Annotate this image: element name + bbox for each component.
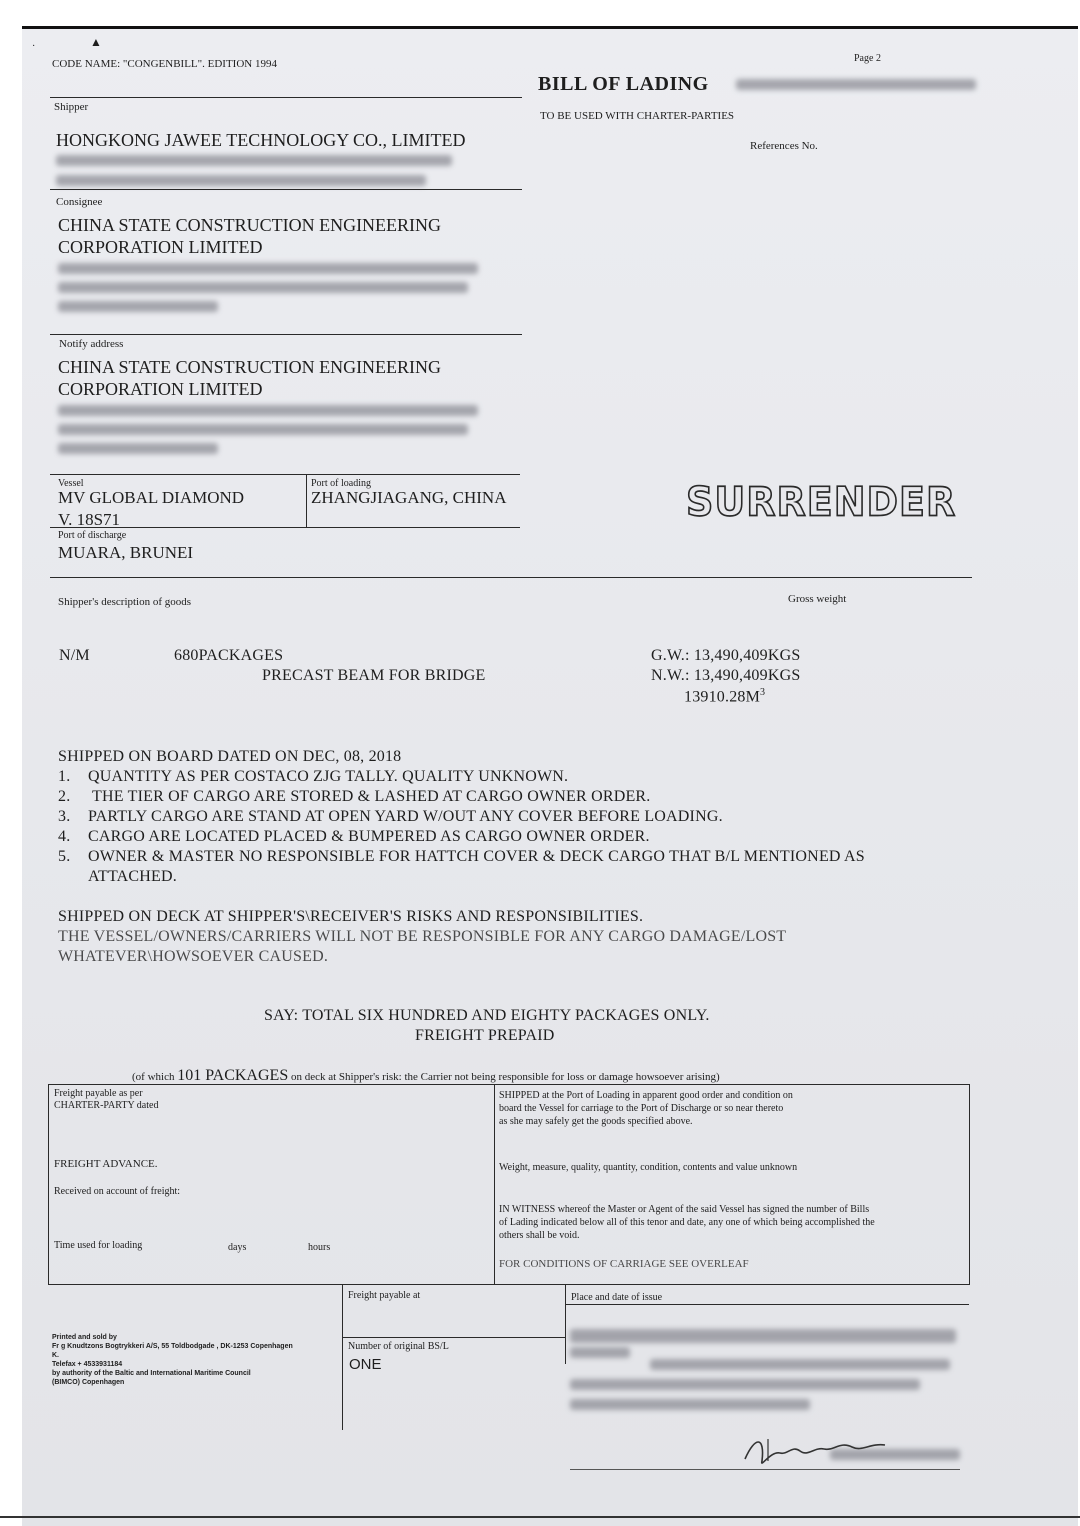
divider (48, 1084, 49, 1284)
redacted-notify-address (58, 405, 478, 416)
consignee-name-line2: CORPORATION LIMITED (58, 237, 263, 257)
redacted-consignee-address (58, 301, 218, 312)
divider (50, 577, 972, 578)
port-of-discharge: MUARA, BRUNEI (58, 543, 194, 562)
port-of-loading-label: Port of loading (311, 478, 371, 489)
hours-label: hours (308, 1242, 331, 1253)
net-weight: N.W.: 13,490,409KGS (651, 667, 801, 684)
redacted-issuer (570, 1347, 630, 1358)
conditions-of-carriage: FOR CONDITIONS OF CARRIAGE SEE OVERLEAF (499, 1258, 749, 1270)
scan-edge (0, 1516, 1080, 1518)
redacted-notify-address (58, 443, 218, 454)
redacted-consignee-address (58, 263, 478, 274)
printer-imprint (52, 1333, 293, 1387)
clause-text: PARTLY CARGO ARE STAND AT OPEN YARD W/OUT ANY COVER BEFORE LOADING. (88, 808, 723, 825)
references-label: References No. (750, 140, 818, 152)
freight-payable-line1: Freight payable as per (54, 1088, 143, 1099)
notify-label: Notify address (59, 338, 124, 350)
disclaimer-line1: THE VESSEL/OWNERS/CARRIERS WILL NOT BE RESPONSIBLE FOR ANY CARGO DAMAGE/LOST (58, 928, 787, 945)
number-original: ONE (349, 1356, 382, 1373)
divider (342, 1284, 343, 1430)
freight-payable-at-label: Freight payable at (348, 1290, 421, 1301)
signature-line (570, 1469, 960, 1470)
redacted-issuer (650, 1359, 950, 1370)
redacted-shipper-address (56, 155, 452, 166)
divider (342, 1337, 565, 1338)
notify-name-line1: CHINA STATE CONSTRUCTION ENGINEERING (58, 357, 442, 377)
on-deck-clause: SHIPPED ON DECK AT SHIPPER'S\RECEIVER'S RISKS AND RESPONSIBILITIES. (58, 908, 644, 925)
time-used-label: Time used for loading (54, 1240, 143, 1251)
clause-text: THE TIER OF CARGO ARE STORED & LASHED AT CARGO OWNER ORDER. (92, 788, 651, 805)
code-name: CODE NAME: "CONGENBILL". EDITION 1994 (52, 58, 277, 70)
volume (684, 687, 765, 706)
divider (306, 474, 307, 527)
redacted-notify-address (58, 424, 468, 435)
scan-mark: ▲ (90, 35, 102, 49)
gross-weight: G.W.: 13,490,409KGS (651, 647, 801, 664)
shipped-on-board: SHIPPED ON BOARD DATED ON DEC, 08, 2018 (58, 748, 402, 765)
days-label: days (228, 1242, 247, 1253)
printer-line4: Telefax + 4533931184 (52, 1361, 123, 1368)
divider (565, 1284, 566, 1364)
say-total: SAY: TOTAL SIX HUNDRED AND EIGHTY PACKAGES ONLY. (264, 1007, 710, 1024)
divider (50, 189, 522, 190)
shipped-terms-line3: as she may safely get the goods specified above. (499, 1116, 693, 1127)
deck-line-suffix: on deck at Shipper's risk: the Carrier not being responsible for loss or damage howsoever arising) (290, 1071, 720, 1083)
witness-line2: of Lading indicated below all of this tenor and date, any one of which being accomplished the (499, 1217, 875, 1228)
consignee-label: Consignee (56, 196, 103, 208)
scan-mark: · (32, 41, 36, 52)
divider (48, 1284, 970, 1285)
divider (50, 527, 520, 528)
printer-line3: K. (52, 1352, 59, 1359)
signature-icon (740, 1431, 890, 1471)
divider (50, 334, 522, 335)
clause-number: 2. (58, 788, 71, 805)
clause-number: 1. (58, 768, 71, 785)
packages: 680PACKAGES (174, 647, 284, 664)
freight-payable-line2: CHARTER-PARTY dated (54, 1100, 159, 1111)
freight-prepaid: FREIGHT PREPAID (415, 1027, 555, 1044)
goods-description: PRECAST BEAM FOR BRIDGE (262, 667, 486, 684)
volume-unit-exponent: 3 (760, 687, 766, 698)
place-date-issue-label: Place and date of issue (571, 1292, 663, 1303)
port-of-discharge-label: Port of discharge (58, 530, 127, 541)
printer-line2: Fr g Knudtzons Bogtrykkeri A/S, 55 Toldbodgade , DK-1253 Copenhagen (52, 1343, 293, 1350)
deck-line-prefix: (of which (132, 1071, 175, 1083)
shipper-name: HONGKONG JAWEE TECHNOLOGY CO., LIMITED (56, 130, 466, 150)
clause-text: QUANTITY AS PER COSTACO ZJG TALLY. QUALITY UNKNOWN. (88, 768, 569, 785)
goods-description-label: Shipper's description of goods (58, 596, 192, 608)
consignee-name-line1: CHINA STATE CONSTRUCTION ENGINEERING (58, 215, 442, 235)
redacted-issuer (570, 1329, 956, 1343)
divider (48, 1084, 970, 1085)
document-title: BILL OF LADING (538, 73, 709, 95)
redacted-issuer (570, 1379, 920, 1390)
weight-measure-unknown: Weight, measure, quality, quantity, condition, contents and value unknown (499, 1162, 798, 1173)
divider (565, 1304, 969, 1305)
volume-value: 13910.28M (684, 688, 761, 706)
deck-line (132, 1067, 720, 1085)
notify-name-line2: CORPORATION LIMITED (58, 379, 263, 399)
witness-line3: others shall be void. (499, 1230, 580, 1241)
shipped-terms-line2: board the Vessel for carriage to the Port of Discharge or so near thereto (499, 1103, 784, 1114)
bill-of-lading-page (22, 26, 1078, 1526)
shipper-label: Shipper (54, 101, 89, 113)
freight-advance: FREIGHT ADVANCE. (54, 1158, 158, 1170)
deck-package-count: 101 PACKAGES (177, 1067, 289, 1084)
vessel-voyage: V. 18S71 (58, 510, 121, 529)
disclaimer-line2: WHATEVER\HOWSOEVER CAUSED. (58, 948, 329, 965)
divider (969, 1084, 970, 1284)
clause-number: 5. (58, 848, 71, 865)
port-of-loading: ZHANGJIAGANG, CHINA (311, 488, 507, 507)
printer-line6: (BIMCO) Copenhagen (52, 1379, 125, 1386)
vessel-label: Vessel (58, 478, 84, 489)
redacted-consignee-address (58, 282, 468, 293)
clause-number: 4. (58, 828, 71, 845)
clause-text: CARGO ARE LOCATED PLACED & BUMPERED AS CARGO OWNER ORDER. (88, 828, 650, 845)
divider (494, 1084, 495, 1284)
divider (50, 97, 522, 98)
received-on-account: Received on account of freight: (54, 1186, 181, 1197)
divider (50, 474, 520, 475)
marks: N/M (59, 647, 90, 664)
clause-text: OWNER & MASTER NO RESPONSIBLE FOR HATTCH COVER & DECK CARGO THAT B/L MENTIONED AS (88, 848, 865, 865)
printer-line1: Printed and sold by (52, 1334, 117, 1341)
number-original-label: Number of original BS/L (348, 1341, 449, 1352)
document-subtitle: TO BE USED WITH CHARTER-PARTIES (540, 110, 735, 122)
surrender-stamp: SURRENDER (686, 478, 957, 526)
redacted-bl-number (736, 79, 976, 90)
vessel-name: MV GLOBAL DIAMOND (58, 488, 245, 507)
redacted-issuer (570, 1399, 810, 1410)
clause-text-continued: ATTACHED. (88, 868, 177, 885)
gross-weight-label: Gross weight (788, 593, 847, 605)
witness-line1: IN WITNESS whereof the Master or Agent of the said Vessel has signed the number of Bills (499, 1204, 870, 1215)
shipped-terms-line1: SHIPPED at the Port of Loading in apparent good order and condition on (499, 1090, 793, 1101)
printer-line5: by authority of the Baltic and International Maritime Council (52, 1370, 251, 1377)
page-number: Page 2 (854, 53, 881, 64)
clause-number: 3. (58, 808, 71, 825)
redacted-shipper-address (56, 175, 426, 186)
